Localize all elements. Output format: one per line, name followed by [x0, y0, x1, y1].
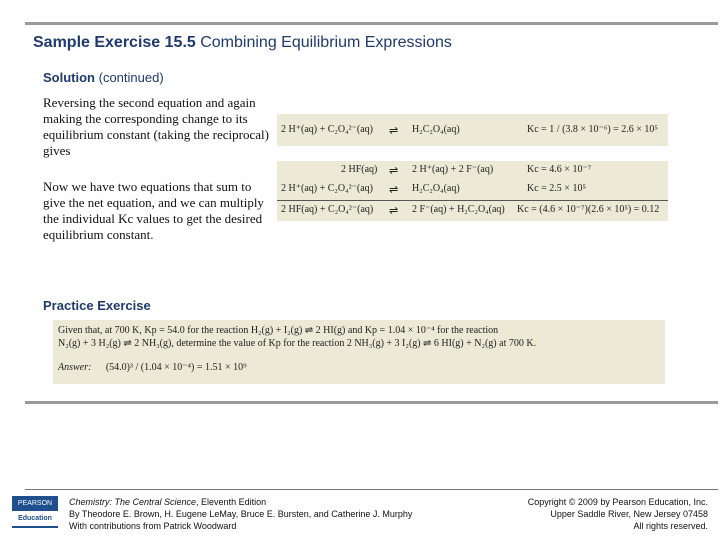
- equation-rhs: H₂C₂O₄(aq): [412, 124, 460, 135]
- paragraph-sum: Now we have two equations that sum to give the net equation, and we can multiply the individual Kc values to get the desired equilibrium constant.: [43, 179, 264, 242]
- footer-book-line: [69, 496, 412, 508]
- equation-k: Kc = 1 / (3.8 × 10⁻⁶) = 2.6 × 10⁵: [527, 124, 658, 135]
- footer-divider: [25, 489, 718, 490]
- logo-top: PEARSON: [17, 500, 53, 507]
- slide-title: [33, 34, 452, 52]
- title-bold: Sample Exercise 15.5: [33, 34, 196, 51]
- equation-k: Kc = 2.5 × 10⁵: [527, 183, 586, 194]
- equilibrium-arrow-icon: ⇌: [389, 165, 398, 177]
- practice-answer: [58, 362, 247, 373]
- equilibrium-arrow-icon: ⇌: [389, 184, 398, 196]
- title-rest: Combining Equilibrium Expressions: [195, 34, 452, 51]
- equation-row-net: [277, 200, 668, 219]
- equation-lhs: 2 HF(aq) + C₂O₄²⁻(aq): [281, 204, 374, 215]
- equation-lhs: 2 H⁺(aq) + C₂O₄²⁻(aq): [281, 124, 373, 135]
- practice-line-2: N₂(g) + 3 H₂(g) ⇌ 2 NH₃(g), determine the value of Kp for the reaction 2 NH₃(g) + 3 I₂(g) ⇌ 6 HI(g) + N₂(g) at 700 K.: [58, 338, 537, 349]
- practice-box: [53, 320, 665, 384]
- logo-bottom: Education: [12, 511, 58, 526]
- pearson-logo: [12, 496, 58, 528]
- book-edition: , Eleventh Edition: [196, 497, 267, 507]
- equation-row: [277, 180, 668, 198]
- equilibrium-arrow-icon: ⇌: [389, 125, 398, 137]
- equation-rhs: 2 F⁻(aq) + H₂C₂O₄(aq): [412, 204, 505, 215]
- address-line: Upper Saddle River, New Jersey 07458: [550, 509, 708, 519]
- practice-line-1: Given that, at 700 K, Kp = 54.0 for the reaction H₂(g) + I₂(g) ⇌ 2 HI(g) and Kp = 1.04 × 10⁻⁴ for the reaction: [58, 325, 499, 336]
- answer-label: Answer:: [58, 362, 92, 373]
- equation-k: Kc = 4.6 × 10⁻⁷: [527, 164, 592, 175]
- footer-credits: [69, 496, 412, 532]
- equation-row: [277, 121, 668, 139]
- solution-bold: Solution: [43, 70, 95, 85]
- paragraph-reverse: Reversing the second equation and again making the corresponding change to its equilibrium constant (taking the reciprocal) gives: [43, 95, 269, 158]
- equilibrium-arrow-icon: ⇌: [389, 205, 398, 217]
- copyright-line: Copyright © 2009 by Pearson Education, Inc.: [527, 497, 708, 507]
- equation-lhs: 2 H⁺(aq) + C₂O₄²⁻(aq): [281, 183, 373, 194]
- equation-box-reversed: [277, 114, 668, 146]
- equation-lhs: 2 HF(aq): [341, 164, 378, 175]
- practice-heading: Practice Exercise: [43, 298, 151, 313]
- equation-row: [277, 161, 668, 179]
- solution-heading: [43, 70, 164, 85]
- equation-rhs: H₂C₂O₄(aq): [412, 183, 460, 194]
- answer-expression: (54.0)³ / (1.04 × 10⁻⁴) = 1.51 × 10⁹: [105, 362, 247, 373]
- footer-copyright: [528, 496, 708, 532]
- book-title: Chemistry: The Central Science: [69, 497, 197, 507]
- equation-rhs: 2 H⁺(aq) + 2 F⁻(aq): [412, 164, 494, 175]
- equation-k: Kc = (4.6 × 10⁻⁷)(2.6 × 10⁵) = 0.12: [517, 204, 660, 215]
- rights-line: All rights reserved.: [633, 521, 708, 531]
- bottom-divider: [25, 401, 718, 404]
- equation-box-sum: [277, 161, 668, 221]
- footer-contributions: With contributions from Patrick Woodward: [69, 521, 237, 531]
- footer-authors: By Theodore E. Brown, H. Eugene LeMay, Bruce E. Bursten, and Catherine J. Murphy: [69, 509, 413, 519]
- solution-rest: (continued): [95, 70, 164, 85]
- top-divider: [25, 22, 718, 25]
